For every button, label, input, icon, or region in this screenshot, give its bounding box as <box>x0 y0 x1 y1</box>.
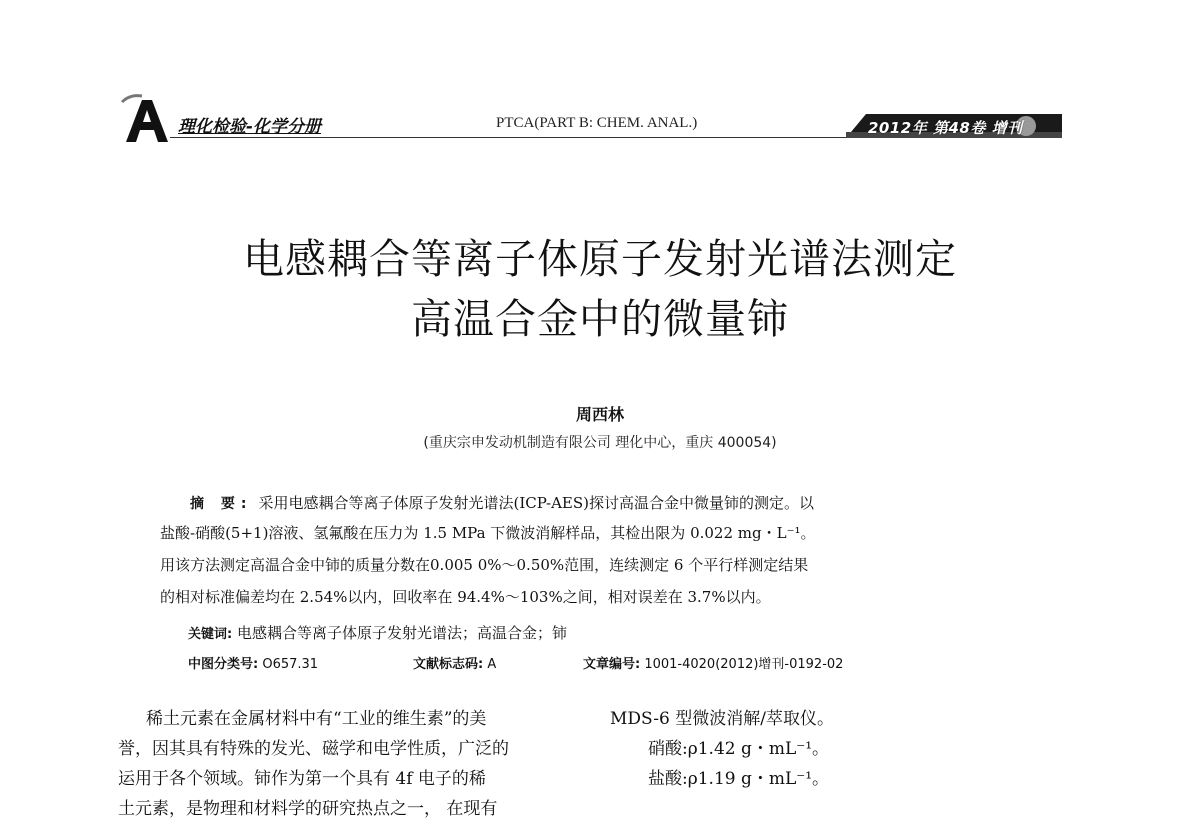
clc-code: 中图分类号: O657.31 <box>188 657 319 672</box>
body-right-line-3: 盐酸:ρ1.19 g・mL⁻¹。 <box>648 769 830 789</box>
header-rule <box>170 137 850 138</box>
journal-logo-icon <box>120 92 172 146</box>
abstract-line-4: 的相对标准偏差均在 2.54%以内，回收率在 94.4%～103%之间，相对误差在 3.7%以内。 <box>160 588 771 606</box>
body-left-line-2: 誉，因其具有特殊的发光、磁学和电学性质，广泛的 <box>118 739 509 759</box>
body-left-line-1: 稀土元素在金属材料中有“工业的维生素”的美 <box>146 709 487 729</box>
journal-name: 理化检验-化学分册 <box>178 117 322 137</box>
article-number: 文章编号: 1001-4020(2012)增刊-0192-02 <box>583 657 844 672</box>
article-title-line-1: 电感耦合等离子体原子发射光谱法测定 <box>243 235 957 283</box>
abstract-text: 采用电感耦合等离子体原子发射光谱法(ICP-AES)探讨高温合金中微量铈的测定。以 <box>258 494 814 512</box>
body-right-line-1: MDS-6 型微波消解/萃取仪。 <box>610 709 834 729</box>
document-code: 文献标志码: A <box>413 657 497 672</box>
body-right-line-2: 硝酸:ρ1.42 g・mL⁻¹。 <box>648 739 830 759</box>
issue-label: 2012年 第48卷 增刊 <box>868 119 1023 137</box>
keywords-line <box>188 622 567 643</box>
abstract-line-2: 盐酸-硝酸(5+1)溶液、氢氟酸在压力为 1.5 MPa 下微波消解样品，其检出限为 0.022 mg・L⁻¹。 <box>160 524 816 542</box>
author-name: 周西林 <box>575 405 624 424</box>
classification-line <box>188 653 843 672</box>
body-left-line-4: 土元素，是物理和材料学的研究热点之一， 在现有 <box>118 799 498 819</box>
author-affiliation: (重庆宗申发动机制造有限公司 理化中心，重庆 400054) <box>423 435 777 451</box>
keywords-label: 关键词: <box>188 627 233 642</box>
abstract-line-1 <box>190 492 1060 515</box>
keywords-value: 电感耦合等离子体原子发射光谱法；高温合金；铈 <box>236 624 567 642</box>
article-title-line-2: 高温合金中的微量铈 <box>411 295 789 343</box>
body-left-line-3: 运用于各个领域。铈作为第一个具有 4f 电子的稀 <box>118 769 486 789</box>
abstract-line-3: 用该方法测定高温合金中铈的质量分数在0.005 0%～0.50%范围，连续测定 6 个平行样测定结果 <box>160 556 809 574</box>
abstract-label: 摘 要: <box>190 496 253 512</box>
journal-abbreviation: PTCA(PART B: CHEM. ANAL.) <box>496 115 698 131</box>
